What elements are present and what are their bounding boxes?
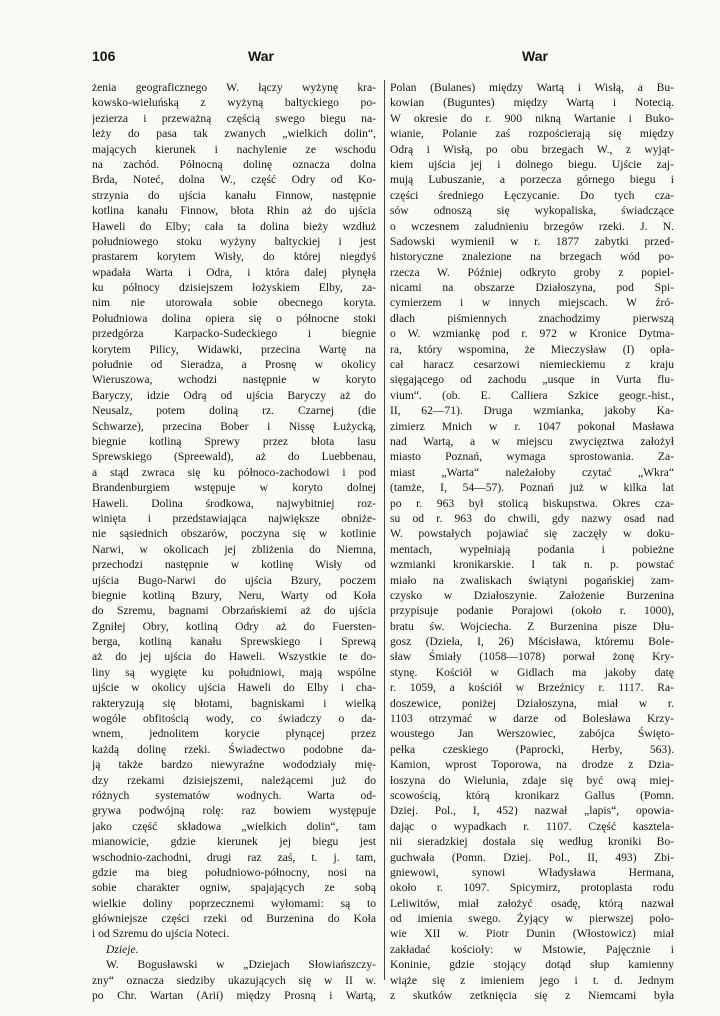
text-line: Narwi, w okolicach jej zbliżenia do Niemna,	[92, 542, 376, 556]
text-line: rzecza W. Później odkryto groby z popiel-	[390, 265, 674, 279]
text-line: mentach, wypełniają podania i pobieżne	[390, 542, 674, 556]
text-line: cał haracz cesarzowi niemieckiemu z kraju	[390, 358, 674, 372]
column-divider	[384, 80, 385, 980]
text-line: Południowa dolina opiera się o północne stoki	[92, 311, 376, 325]
text-line: grywa podwójną rolę: raz bowiem występuje	[92, 804, 376, 818]
text-line: około r. 1097. Spicymirz, protoplasta rodu	[390, 881, 674, 895]
text-line: gosz (Dzieła, I, 26) Mścisława, któremu Bole-	[390, 635, 674, 649]
text-line: sobie charakter ogniw, spajających ze sobą	[92, 881, 376, 895]
text-line: pełka czeskiego (Paprocki, Herby, 563).	[390, 742, 674, 756]
text-line: ją także bardzo niewyraźne wododziały mię-	[92, 758, 376, 772]
text-line: Wieruszowa, wchodzi następnie w koryto	[92, 373, 376, 387]
text-line: przechodzi następnie w kotlinę Wisły od	[92, 558, 376, 572]
text-line: kowsko-wieluńską z wyżyną baltyckiego po-	[92, 96, 376, 110]
text-line: o wczesnem zaludnieniu brzegów rzeki. J. N.	[390, 219, 674, 233]
text-line: strzynia do ujścia kanału Finnow, następnie	[92, 188, 376, 202]
text-line: wpadała Warta i Odra, i która dalej płynęła	[92, 265, 376, 279]
text-line: Brandenburgiem wstępuje w koryto dolnej	[92, 481, 376, 495]
text-line: wielkie doliny poprzecznemi wyłomami: są to	[92, 896, 376, 910]
text-line: i od Szremu do ujścia Noteci.	[92, 927, 230, 941]
text-line: miasto Poznań, wymaga sprostowania. Za-	[390, 450, 674, 464]
text-line: mających kierunek i nachylenie ze wschodu	[92, 142, 376, 156]
text-line: W okresie do r. 900 nikną Wartanie i Buko-	[390, 111, 674, 125]
text-line: Koninie, gdzie stojący dotąd słup kamienny	[390, 958, 674, 972]
text-line: a stąd zwraca się ku północo-zachodowi i pod	[92, 465, 376, 479]
text-line: mianowicie, gdzie kierunek jej biegu jest	[92, 835, 376, 849]
text-line: biegnie kotliną Sprewy przez błota lasu	[92, 434, 376, 448]
text-line: do Szremu, bagnami Obrzańskiemi aż do ujścia	[92, 604, 376, 618]
text-line: W. Bogusławski w „Dziejach Słowiańszczy-	[106, 958, 376, 972]
text-line: na zachód. Północną dolinę oznacza dolna	[92, 157, 376, 171]
text-line: W. powstałych pojawiać się zaczęły w doku-	[390, 527, 674, 541]
text-line: liny są wygięte ku południowi, mają wspólne	[92, 665, 376, 679]
text-line: Schwarze), przecina Bober i Nissę Łużycką,	[92, 419, 376, 433]
text-line: różnych systematów wodnych. Warta od-	[92, 788, 376, 802]
text-line: Haweli do Elby; cała ta dolina bieży wzdłuż	[92, 219, 376, 233]
text-line: bratu św. Wojciecha. Z Burzenina pisze Dłu-	[390, 619, 674, 633]
text-line: woustego Jan Werszowiec, zabójca Święto-	[390, 727, 674, 741]
text-line: Odrą i Wisłą, po obu brzegach W., z wyjąt-	[390, 142, 674, 156]
text-line: jako część składowa „wielkich dolin“, tam	[92, 819, 376, 833]
text-line: zakładać kościoły: w Mstowie, Pajęcznie i	[390, 942, 674, 956]
text-line: przypisuje podanie Porajowi (około r. 1000),	[390, 604, 674, 618]
text-line: zny“ oznacza siedziby ukazujących się w II w.	[92, 973, 376, 987]
text-line: Dziej. Pol., I, 452) nazwał „lapis“, opowia-	[390, 804, 674, 818]
text-line: gniewowi, synowi Władysława Hermana,	[390, 865, 674, 879]
text-line: miało na zwaliskach świątyni pogańskiej zam-	[390, 573, 674, 587]
text-line: Baryczy, idzie Odrą od ujścia Baryczy aż do	[92, 388, 376, 402]
text-line: historyczne znalezione na brzegach wód po-	[390, 250, 674, 264]
text-line: r. 1059, a kościół w Brzeźnicy r. 1117. Ra-	[390, 681, 674, 695]
text-line: gdzie ma bieg południowo-północny, nosi na	[92, 865, 376, 879]
text-line: wogóle obfitością wody, co świadczy o da-	[92, 712, 376, 726]
text-line: nie sąsiednich obszarów, poczyna się w kotlinie	[92, 527, 376, 541]
text-line: po Chr. Wartan (Arii) między Prosną i Wartą,	[92, 989, 376, 1003]
text-line: wzmianki kronikarskie. I tak n. p. powstać	[390, 558, 674, 572]
text-line: berga, kotliną kanału Sprewskiego i Sprewą	[92, 635, 376, 649]
text-line: południowego stoku wyżyny baltyckiej i jest	[92, 234, 376, 248]
text-line: Zgniłej Obry, kotliną Odry aż do Fuersten-	[92, 619, 376, 633]
text-line: aż do jej ujścia do Haweli. Wszystkie te do-	[92, 650, 376, 664]
text-line: dając o wypadkach r. 1107. Część kasztela-	[390, 819, 674, 833]
text-line: sięgającego od zachodu „usque in Vurta flu-	[390, 373, 674, 387]
text-line: nad Wartą, a w miejscu zwycięztwa założył	[390, 434, 674, 448]
text-line: scowością, którą kronikarz Gallus (Pomn.	[390, 788, 674, 802]
text-line: kotlina kanału Finnow, błota Rhin aż do ujścia	[92, 204, 376, 218]
text-line: z skutków zetknięcia się z Niemcami była	[390, 989, 674, 1003]
text-line: Sadowski wymienił w r. 1877 zabytki przed-	[390, 234, 674, 248]
text-line: doszewice, poniżej Działoszyna, miał w r.	[390, 696, 674, 710]
text-line: miast „Warta“ należałoby czytać „Wkra“	[390, 465, 674, 479]
text-line: zimierz Mnich w r. 1047 pokonał Masława	[390, 419, 674, 433]
text-line: główniejsze części rzeki od Burzenina do Koła	[92, 912, 376, 926]
text-line: Leliwitów, miał założyć osadę, którą nazwał	[390, 896, 674, 910]
text-line: dzy rzekami dzisiejszemi, należącemi już do	[92, 773, 376, 787]
text-line: każdą dolinę rzeki. Świadectwo podobne da-	[92, 742, 376, 756]
left-text-column	[92, 80, 376, 1003]
text-line: wianie, Polanie zaś rozpościerają się między	[390, 127, 674, 141]
text-line: ku północy dzisiejszem łożyskiem Elby, za-	[92, 281, 376, 295]
text-line: leży do pasa tak zwanych „wielkich dolin“,	[92, 127, 376, 141]
text-line: Dzieje.	[106, 942, 139, 956]
text-line: Haweli. Dolina środkowa, najwybitniej roz-	[92, 496, 376, 510]
page-header	[92, 48, 664, 70]
right-text-column	[390, 80, 674, 1003]
text-line: Polan (Bulanes) między Wartą i Wisłą, a Bu-	[390, 81, 674, 94]
text-line: wschodnio-zachodni, drugi raz zaś, t. j. tam,	[92, 850, 376, 864]
text-line: Brda, Noteć, dolna W., część Odry od Ko-	[92, 173, 376, 187]
text-line: ujście w okolicy ujścia Haweli do Elby i cha-	[92, 681, 376, 695]
text-line: po r. 963 był stolicą biskupstwa. Okres cza-	[390, 496, 674, 510]
page-number: 106	[92, 48, 116, 64]
text-line: cymierzem i w innych miejscach. W źró-	[390, 296, 674, 310]
text-line: kiem ujścia jej i dolnego biegu. Ujście zaj-	[390, 157, 674, 171]
text-line: jezierza i przeważną częścią swego biegu na-	[92, 111, 376, 125]
text-line: guchwała (Pomn. Dziej. Pol., II, 493) Zbi-	[390, 850, 674, 864]
text-line: części średniego Łęczycanie. Do tych cza-	[390, 188, 674, 202]
text-line: Sprewskiego (Spreewald), aż do Luebbenau,	[92, 450, 376, 464]
left-running-head: War	[248, 48, 274, 64]
text-line: 1103 otrzymać w darze od Bolesława Krzy-	[390, 712, 674, 726]
text-line: wiąże się z imieniem jego i t. d. Jednym	[390, 973, 674, 987]
text-line: kowian (Buguntes) między Wartą i Notecią.	[390, 96, 674, 110]
text-line: su od r. 963 do chwili, gdy nazwy osad nad	[390, 511, 674, 525]
text-line: o W. wzmiankę pod r. 972 w Kronice Dytma-	[390, 327, 674, 341]
text-line: nicami na obszarze Działoszyna, pod Spi-	[390, 281, 674, 295]
text-line: stynę. Kościół w Gidlach ma jakoby datę	[390, 665, 674, 679]
text-line: dłach piśmiennych znachodzimy pierwszą	[390, 311, 674, 325]
text-line: sów odnoszą się wykopaliska, świadczące	[390, 204, 674, 218]
text-line: Kamion, wprost Toporowa, na drodze z Dzia-	[390, 758, 674, 772]
text-line: (tamże, I, 54—57). Poznań już w kilka lat	[390, 481, 674, 495]
right-running-head: War	[522, 48, 548, 64]
text-line: od imienia swego. Żyjący w pierwszej poło-	[390, 912, 674, 926]
text-line: Neusalz, potem doliną rz. Czarnej (die	[92, 404, 376, 418]
text-line: rakteryzują się błotami, bagniskami i wielką	[92, 696, 376, 710]
text-line: nim nie utorowała sobie obecnego koryta.	[92, 296, 376, 310]
text-line: biegnie kotliną Bzury, Neru, Warty od Koła	[92, 588, 376, 602]
text-line: południe od Sieradza, a Prosnę w okolicy	[92, 358, 376, 372]
text-line: ujścia Bugo-Narwi do ujścia Bzury, poczem	[92, 573, 376, 587]
text-line: II, 62—71). Druga wzmianka, jakoby Ka-	[390, 404, 674, 418]
text-line: ra, który wspomina, że Mieczysław (I) opła-	[390, 342, 674, 356]
text-line: żenia geograficznego W. łączy wyżynę kra-	[92, 81, 376, 94]
text-line: nii sieradzkiej dostała się według kroniki Bo-	[390, 835, 674, 849]
text-line: wie XII w. Piotr Dunin (Włostowicz) miał	[390, 927, 674, 941]
text-line: winięta i przedstawiająca największe obniże-	[92, 511, 376, 525]
text-line: przedgórza Karpacko-Sudeckiego i biegnie	[92, 327, 376, 341]
text-line: vium“. (ob. E. Calliera Szkice geogr.-hist.,	[390, 388, 674, 402]
text-line: prastarem korytem Wisły, do której niegdyś	[92, 250, 376, 264]
text-line: wnem, jednolitem korycie płynącej przez	[92, 727, 376, 741]
text-line: łoszyna do Wielunia, zdaje się być ową miej-	[390, 773, 674, 787]
text-line: korytem Pilicy, Widawki, przecina Wartę na	[92, 342, 376, 356]
text-line: czysko w Działoszynie. Założenie Burzenina	[390, 588, 674, 602]
text-line: mują Lubuszanie, a porzecza górnego biegu i	[390, 173, 674, 187]
text-line: sław Śmiały (1058—1078) porwał żonę Kry-	[390, 650, 674, 664]
